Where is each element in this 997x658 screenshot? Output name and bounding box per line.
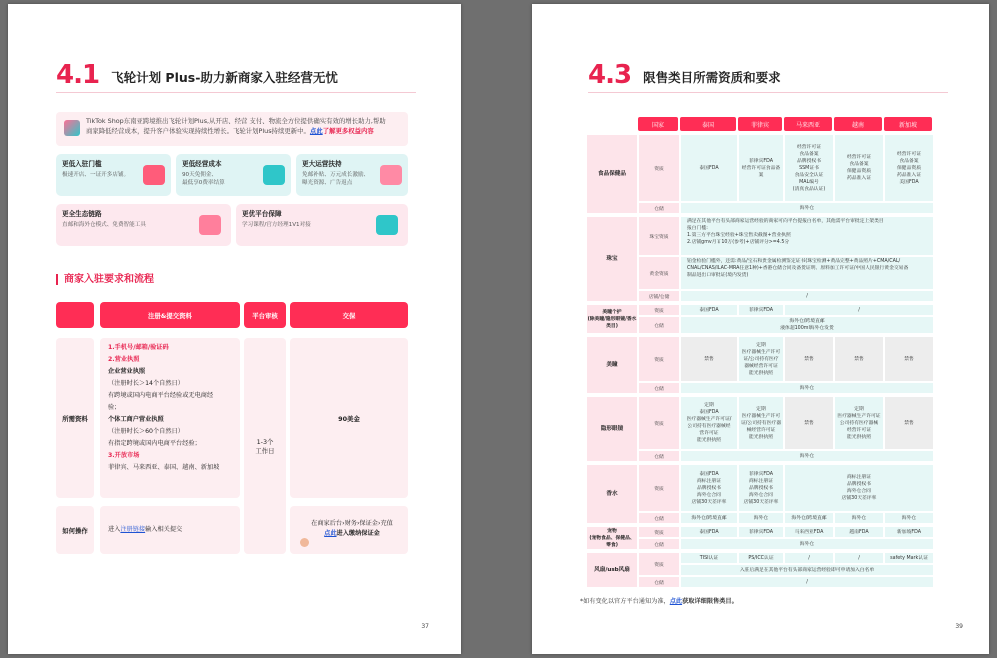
sub-label: 仓储 [638,382,680,394]
step-text: 菲律宾、马来西亚、泰国、越南、新加坡 [108,464,220,471]
col-header-vn: 越南 [834,117,882,131]
category-jewelry: 珠宝 [586,216,638,302]
section-title: 飞轮计划 Plus-助力新商家入驻经营无忧 [111,70,338,85]
pay-link[interactable]: 点此 [324,530,337,537]
card-title: 更大运营扶持 [302,160,342,168]
intro-tail: 了解更多权益内容 [322,127,374,135]
gold-rule [680,256,934,290]
divider [588,92,948,93]
cell: 海外仓 [738,512,784,524]
col-header-ph: 菲律宾 [738,117,782,131]
cell: 新加坡FDA [884,526,934,538]
audit-unit: 工作日 [255,447,275,455]
cell: 菲律宾FDA [738,304,784,316]
category-perfume: 香水 [586,464,638,524]
step-3: 3.开放市场 [108,452,140,459]
howto-prefix: 进入 [108,526,121,533]
cell: 定期 医疗器械生产许可 证/公司持有医疗 器械经营许可证 能光供执照 [738,336,784,382]
audit-cell [244,338,286,554]
step-1: 1.手机号/邮箱/验证码 [108,344,169,351]
cell: 禁售 [784,336,834,382]
cell: 禁售 [784,396,834,450]
cell: 定期 医疗器械生产许可 证/公司持有医疗器 械经营许可证 能光供执照 [738,396,784,450]
card-title: 更优平台保障 [242,210,282,218]
storefront-icon [143,165,165,185]
cell: 定期 医疗器械生产许可证 公司持有医疗器械 经营许可证 能光供执照 [834,396,884,450]
gold-line: 铂金检验门槛外，还需:黄品/宝石和贵金属检测鉴定证书(珠宝检测+黄品完整+黄品照片+CMA/CAL/ [687,259,901,264]
jewelry-line: 满足在其他平台有头部商家运营经验的商家可向平台提报白名单，其他需平台审批定上架类目 [687,219,884,224]
page-number: 37 [421,623,429,630]
audit-time: 1-3个 [256,438,274,446]
cell: 禁售 [884,396,934,450]
col-header-my: 马来西亚 [784,117,832,131]
category-contact-lens: 隐形眼镜 [586,396,638,462]
cell: 菲律宾FDA 经营许可证食品备案 [738,134,784,202]
header-deposit: 交保 [290,302,408,328]
cell: 海外仓 [884,512,934,524]
cell: PS/ICC认证 [738,552,784,564]
cell: 泰国FDA [680,526,738,538]
step-text: 有跨境或国内电商平台经验或无电商经 [108,392,214,399]
benefit-card-cost [176,154,291,196]
pointer-hand-icon [300,538,309,547]
card-desc: 免邮补贴、万元成长激励、 曝光资源、广告返点 [302,172,370,186]
header-blank [56,302,94,328]
jewelry-line: 2.店铺gmv月￥10万(参考)+店铺评分>=4.5分 [687,240,790,245]
card-desc: 90天免佣金、 最低享0费率结算 [182,172,225,186]
page-37 [8,4,461,654]
cell: 泰国FDA 商标注册证 品牌授权书 海外仓合同 店铺30天差评率 [680,464,738,512]
sub-label: 资质 [638,464,680,512]
category-fan: 风扇/usb风扇 [586,552,638,588]
card-desc: 直邮和海外仓模式、免费智能工具 [62,222,146,228]
cell: 泰国FDA [680,304,738,316]
chart-icon [199,215,221,235]
sub-label: 资质 [638,336,680,382]
step-text: （注册时长＞14个自然日） [108,380,184,387]
cell: 海外仓/跨境直邮 [784,512,834,524]
col-header-sg: 新加坡 [884,117,932,131]
benefit-card-guarantee [236,204,408,246]
cell: / [680,576,934,588]
howto-suffix: 输入相关提交 [145,526,183,533]
gold-line: 制品进出口审批证(境内发货) [687,273,749,278]
intro-line-2 [86,126,400,136]
footnote-link[interactable]: 点此 [669,598,683,605]
sub-label: 仓储 [638,316,680,334]
cell: 商标注册证 品牌授权书 海外仓合同 店铺30天差评率 [784,464,934,512]
category-meitong: 美瞳 [586,336,638,394]
header-audit: 平台审核 [244,302,286,328]
card-desc: 学习课程/官方经理1V1对接 [242,222,311,228]
cell: 海外仓 [680,202,934,214]
sub-label: 仓储 [638,538,680,550]
card-title: 更全生态链路 [62,210,102,218]
col-header-th: 泰国 [680,117,736,131]
jewelry-rule [680,216,934,256]
jewelry-line: 报白门槛: [687,226,708,231]
footnote-text: *如有变化以官方平台通知为准， [580,598,670,605]
section-title: 限售类目所需资质和要求 [643,70,781,85]
col-header-country: 国家 [638,117,678,131]
page-39 [532,4,989,654]
header-register: 注册&提交资料 [100,302,240,328]
gold-line: CNAL/CNAS/ILAC-MRA任意1种)+香港仓储合同及备货证明、原料加工许可证/中国人民银行黄金交易备 [687,266,909,271]
benefit-card-ecosystem [56,204,231,246]
cell: / [784,552,834,564]
cell: 海外仓 [680,450,934,462]
section-header [588,62,781,88]
row-label-materials: 所需资料 [56,338,94,498]
cell: 海外仓 [680,382,934,394]
cell: / [784,304,934,316]
money-icon [263,165,285,185]
page-number: 39 [955,623,963,630]
card-title: 更低经营成本 [182,160,222,168]
sub-label: 资质 [638,396,680,450]
pay-path: 在商家后台›财务›保证金›充值 [311,520,393,527]
handshake-icon [380,165,402,185]
jewelry-line: 1.第三方平台珠宝经验+珠宝售卖截图+营业执照 [687,233,791,238]
category-food: 食品保健品 [586,134,638,214]
intro-link[interactable]: 点此 [309,127,323,135]
section-number: 4.3 [588,60,632,90]
card-title: 更低入驻门槛 [62,160,102,168]
step-text: （注册时长＞60个自然日） [108,428,184,435]
cell: 经营许可证 食品备案 保健品资质 药品准入证 [834,134,884,202]
sub-label: 资质 [638,134,680,202]
sub-label: 资质 [638,304,680,316]
cell: 菲律宾FDA 商标注册证 品牌授权书 海外仓合同 店铺30天差评率 [738,464,784,512]
cell: safety Mark认证 [884,552,934,564]
row-label-howto: 如何操作 [56,506,94,554]
cell: 入驻后满足在其他平台有头部商家运营经验即可申请加入白名单 [680,564,934,576]
divider [56,92,416,93]
shopping-bag-icon [64,120,80,136]
intro-text: 商家降低经营成本，提升客户体验实现持续性增长。飞轮计划Plus持续更新中。 [86,127,310,135]
sub-label: 仓储 [638,450,680,462]
intro-box [56,112,408,146]
sub-label: 店铺/仓储 [638,290,680,302]
cell: 经营许可证 食品备案 保健品资质 药品准入证 美国FDA [884,134,934,202]
cell: 越南FDA [834,526,884,538]
footnote-tail: 获取详细限售类目。 [682,598,738,605]
step-text: 企业营业执照 [108,368,146,375]
sub-label: 仓储 [638,512,680,524]
section-header [56,62,338,88]
sub-label: 资质 [638,552,680,576]
cell: 海外仓/跨境直邮 [680,512,738,524]
pay-suffix: 进入缴纳保证金 [336,530,380,537]
howto-text [108,525,182,535]
step-text: 个体工商户营业执照 [108,416,164,423]
cell: 经营许可证 食品备案 品牌授权书 SSM证书 食品安全认证 MAL编号 (清真食品认证) [784,134,834,202]
cell: / [834,552,884,564]
cell: 菲律宾FDA [738,526,784,538]
sub-label: 仓储 [638,576,680,588]
intro-line-1: TikTok Shop东南亚跨境推出飞轮计划Plus,从开店、经营 支付、物流全方位提供确实有效的增长助力,帮助 [86,117,386,125]
sub-label: 资质 [638,526,680,538]
step-text: 验； [108,404,121,411]
cell: 马来西亚FDA [784,526,834,538]
sub-label: 珠宝资质 [638,216,680,256]
section-number: 4.1 [56,60,100,90]
deposit-cell: 90美金 [290,338,408,498]
benefit-card-entry [56,154,171,196]
benefit-card-support [296,154,408,196]
cell: 海外仓 [680,538,934,550]
cell: 禁售 [680,336,738,382]
pen-icon [376,215,398,235]
cell: TISI认证 [680,552,738,564]
cell: 海外仓 [834,512,884,524]
sub-label: 黄金资质 [638,256,680,290]
pay-text [298,519,406,539]
cell: 禁售 [884,336,934,382]
category-pet: 宠物 (宠物食品、保健品、零食) [586,526,638,550]
step-2: 2.营业执照 [108,356,140,363]
materials-list [108,342,234,474]
cell: 禁售 [834,336,884,382]
category-beauty: 美瞳个护 (除美瞳/隐形眼镜/香水类目) [586,304,638,334]
cell: 定期 泰国FDA 医疗器械生产许可证/ 公司持有医疗器械经 营许可证 能光供执照 [680,396,738,450]
card-desc: 极速开店、一证开多店铺。 [62,172,130,178]
cell: 海外仓/跨境直邮 液体超100ml海外仓发货 [680,316,934,334]
sub-label: 仓储 [638,202,680,214]
step-text: 有指定跨境或国内电商平台经验； [108,440,201,447]
cell: / [680,290,934,302]
cell: 泰国FDA [680,134,738,202]
subsection-title: 商家入驻要求和流程 [56,274,154,285]
register-link[interactable]: 注册链接 [120,526,146,533]
footnote [580,596,738,605]
